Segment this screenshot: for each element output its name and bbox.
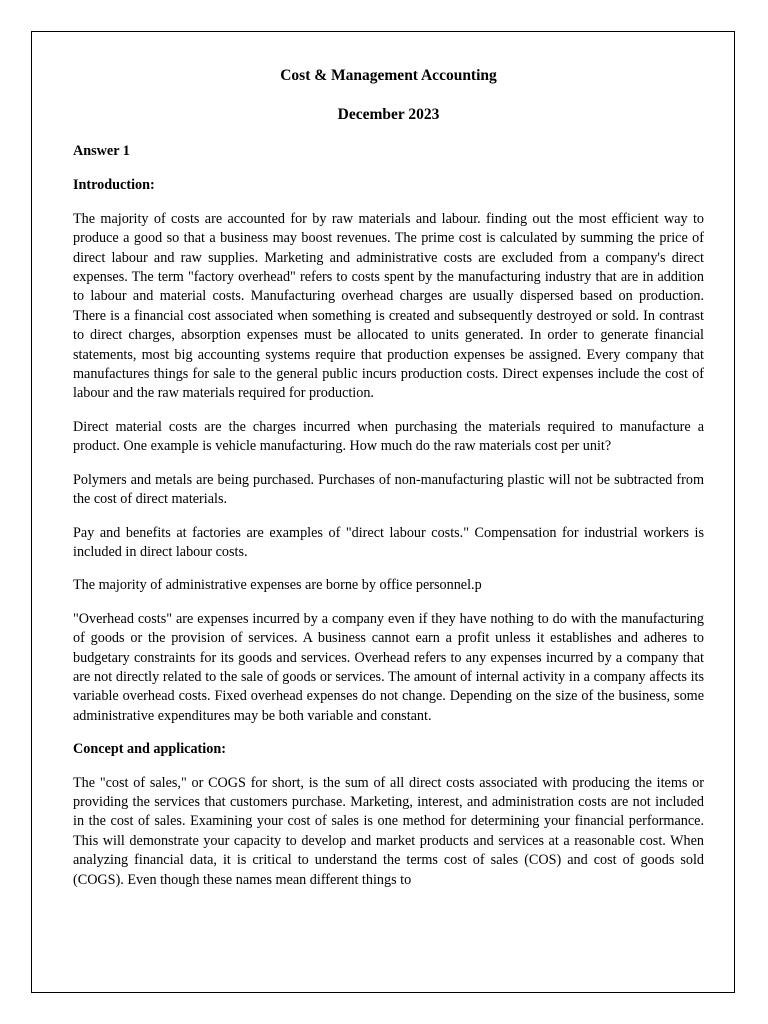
document-date: December 2023 bbox=[337, 106, 440, 123]
paragraph-direct-labour: Pay and benefits at factories are examples of "direct labour costs." Compensation for industrial workers is included in direct labour costs. bbox=[73, 524, 704, 560]
concept-heading: Concept and application: bbox=[73, 741, 226, 758]
paragraph-intro: The majority of costs are accounted for by raw materials and labour. finding out the most efficient way to produce a good so that a business may boost revenues. The prime cost is calculated by summing the price of direct labour and raw supplies. Marketing and administrative costs are excluded from a company's direct expenses. The term "factory overhead" refers to costs spent by the manufacturing industry that are in addition to labour and material costs. Manufacturing overhead charges are usually dispersed based on production. There is a financial cost associated when something is created and subsequently destroyed or sold. In contrast to direct charges, absorption expenses must be allocated to units generated. In order to generate financial statements, most big accounting systems require that production expenses be assigned. Every company that manufactures things for sale to the general public incurs production costs. Direct expenses include the cost of labour and the raw materials required for production. bbox=[73, 210, 704, 402]
paragraph-administrative: The majority of administrative expenses are borne by office personnel.p bbox=[73, 577, 482, 594]
paragraph-cost-of-sales: The "cost of sales," or COGS for short, is the sum of all direct costs associated with producing the items or providing the services that customers purchase. Marketing, interest, and administration costs are not included in the cost of sales. Examining your cost of sales is one method for determining your financial performance. This will demonstrate your capacity to develop and market products and services at a reasonable cost. When analyzing financial data, it is critical to understand the terms cost of sales (COS) and cost of goods sold (COGS). Even though these names mean different things to bbox=[73, 774, 704, 888]
introduction-heading: Introduction: bbox=[73, 177, 155, 194]
paragraph-overhead: "Overhead costs" are expenses incurred by a company even if they have nothing to do with the manufacturing of goods or the provision of services. A business cannot earn a profit unless it establishes and adheres to budgetary constraints for its goods and services. Overhead refers to any expenses incurred by a company that are not directly related to the sale of goods or services. The amount of internal activity in a company affects its variable overhead costs. Fixed overhead expenses do not change. Depending on the size of the business, some administrative expenditures may be both variable and constant. bbox=[73, 610, 704, 724]
answer-heading: Answer 1 bbox=[73, 143, 130, 159]
paragraph-polymers: Polymers and metals are being purchased. Purchases of non-manufacturing plastic will not be subtracted from the cost of direct materials. bbox=[73, 471, 704, 508]
document-body bbox=[73, 64, 704, 890]
document-title: Cost & Management Accounting bbox=[280, 67, 497, 84]
paragraph-direct-material: Direct material costs are the charges incurred when purchasing the materials required to manufacture a product. One example is vehicle manufacturing. How much do the raw materials cost per unit? bbox=[73, 418, 704, 455]
